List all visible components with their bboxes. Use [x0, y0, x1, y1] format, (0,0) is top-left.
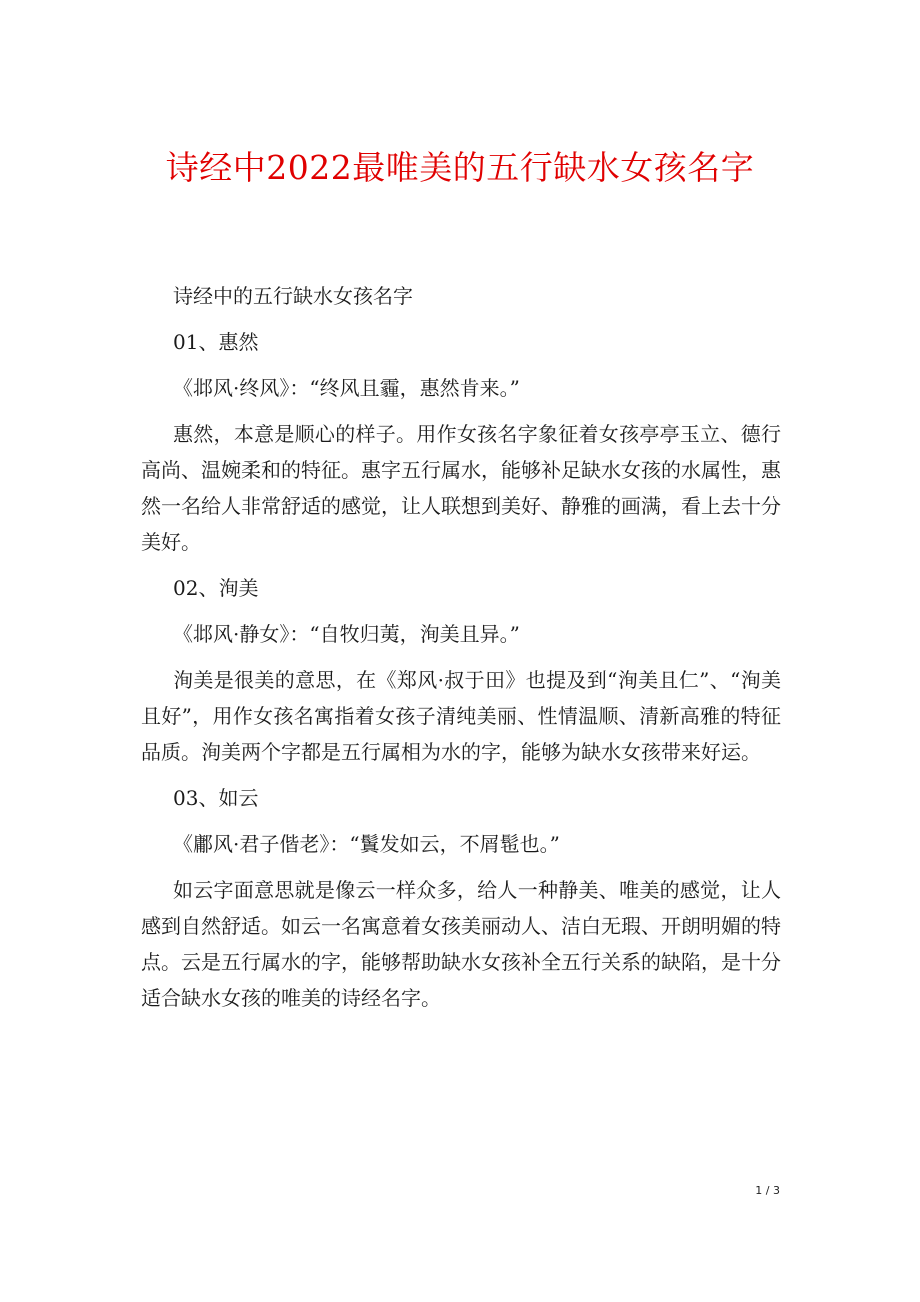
- name-heading-3: 03、如云: [173, 786, 259, 810]
- description-1: 惠然，本意是顺心的样子。用作女孩名字象征着女孩亭亭玉立、德行高尚、温婉柔和的特征。惠字五行属水，能够补足缺水女孩的水属性，惠然一名给人非常舒适的感觉，让人联想到美好、静雅的画满，看上去十分美好。: [141, 422, 781, 554]
- document-body: [141, 278, 781, 1026]
- document-title: 诗经中2022最唯美的五行缺水女孩名字: [165, 148, 755, 187]
- description-2: 洵美是很美的意思，在《郑风·叔于田》也提及到“洵美且仁”、“洵美且好”，用作女孩名寓指着女孩子清纯美丽、性情温顺、清新高雅的特征品质。洵美两个字都是五行属相为水的字，能够为缺水女孩带来好运。: [141, 668, 781, 764]
- intro-heading: 诗经中的五行缺水女孩名字: [173, 284, 413, 308]
- name-heading-2: 02、洵美: [173, 576, 259, 600]
- quote-3: 《鄘风·君子偕老》：“鬒发如云，不屑髢也。”: [173, 832, 560, 856]
- quote-1: 《邶风·终风》：“终风且霾，惠然肯来。”: [173, 376, 520, 400]
- page-number: 1 / 3: [755, 1184, 780, 1197]
- name-heading-1: 01、惠然: [173, 330, 259, 354]
- description-3: 如云字面意思就是像云一样众多，给人一种静美、唯美的感觉，让人感到自然舒适。如云一名寓意着女孩美丽动人、洁白无瑕、开朗明媚的特点。云是五行属水的字，能够帮助缺水女孩补全五行关系的缺陷，是十分适合缺水女孩的唯美的诗经名字。: [141, 878, 781, 1010]
- quote-2: 《邶风·静女》：“自牧归荑，洵美且异。”: [173, 622, 520, 646]
